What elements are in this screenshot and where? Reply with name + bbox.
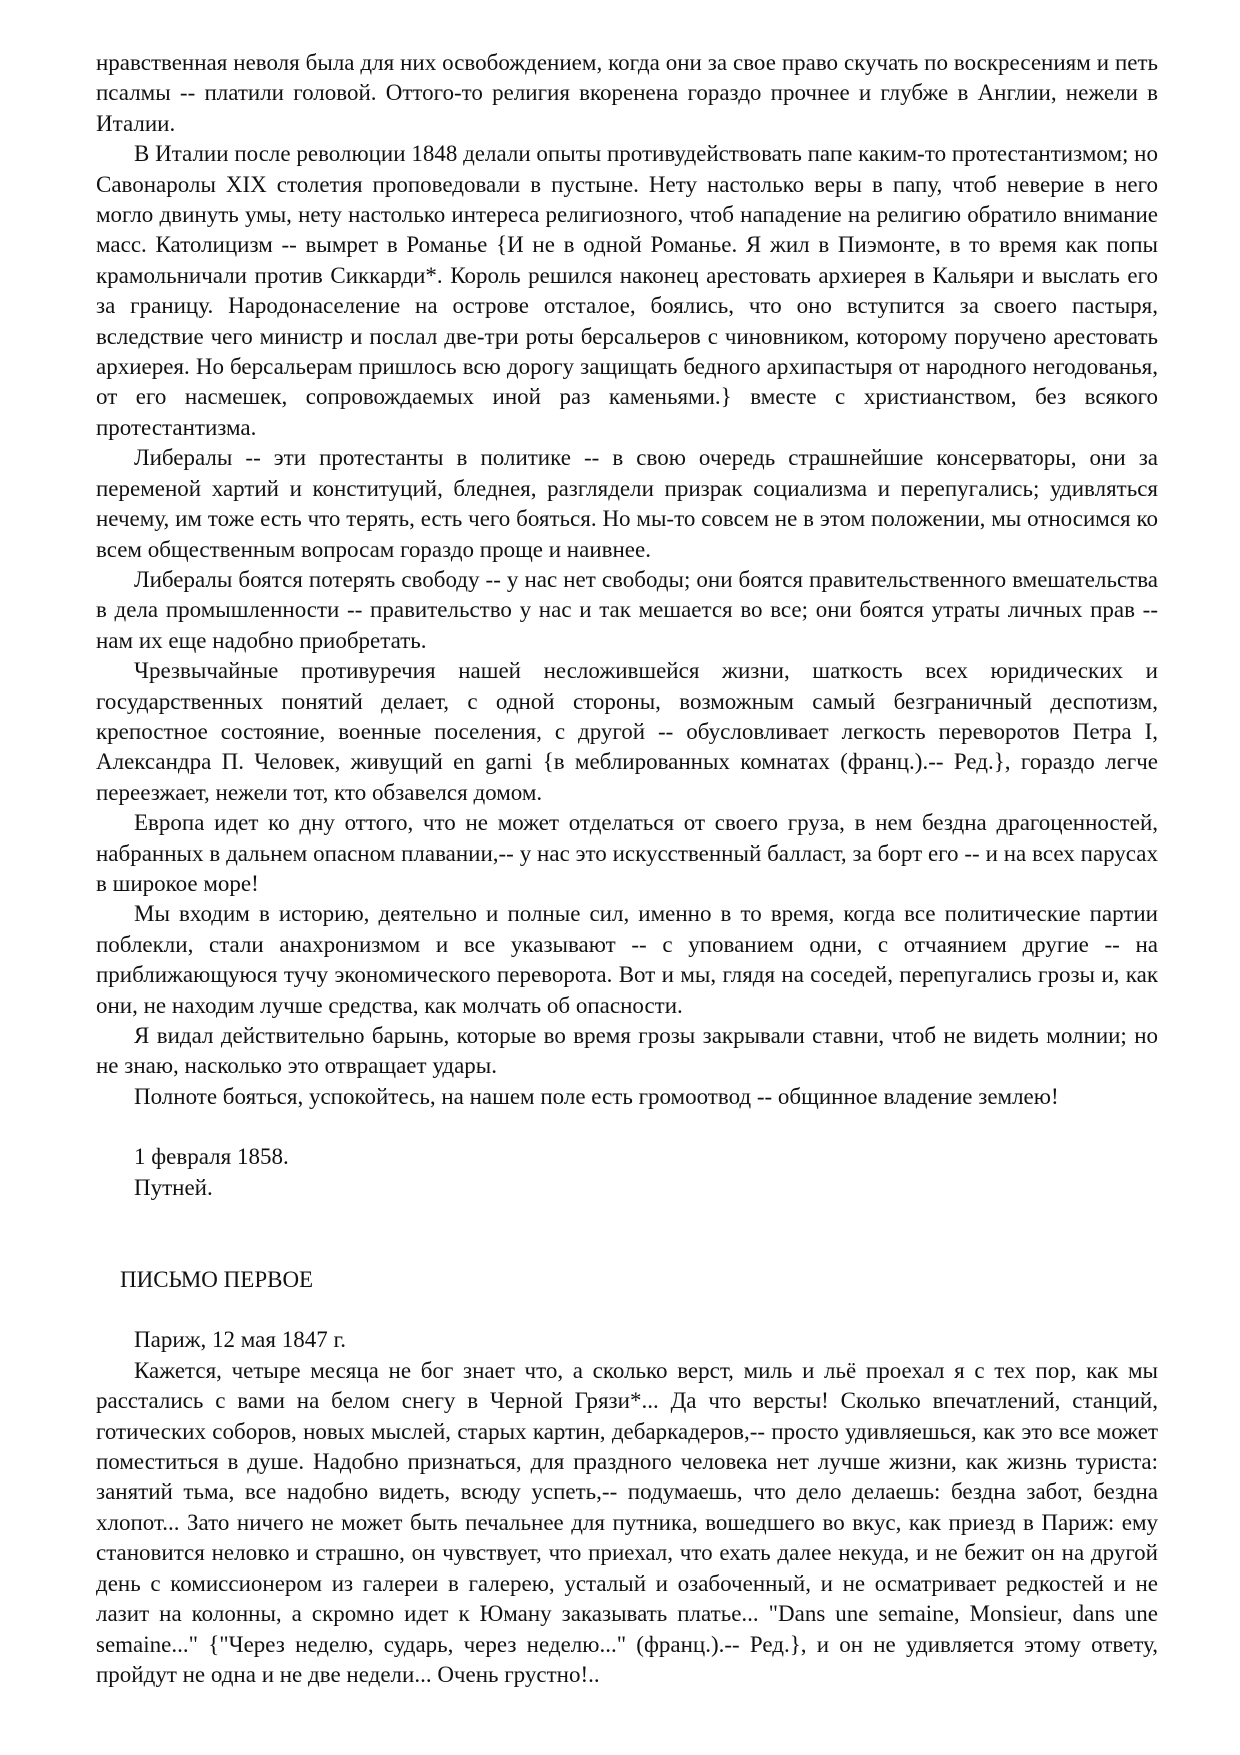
letter-date: Париж, 12 мая 1847 г.	[134, 1327, 347, 1353]
letter-paragraph: Кажется, четыре месяца не бог знает что, а сколько верст, миль и льё проехал я с тех пор, как мы расстались с вами на белом снегу в Черной Грязи*... Да что версты! Сколько впечатлений, станций, готических соборов, новых мыслей, старых картин, дебаркадеров,-- просто удивляешься, как это все может поместиться в душе. Надобно признаться, для праздного человека нет лучше жизни, как жизнь туриста: занятий тьма, все надобно видеть, всюду успеть,-- подумаешь, что дело делаешь: бездна забот, бездна хлопот... Зато ничего не может быть печальнее для путника, вошедшего во вкус, как приезд в Париж: ему становится неловко и страшно, он чувствует, что приехал, что ехать далее некуда, и не бежит он на другой день с комиссионером из галереи в галерею, усталый и озабоченный, и не осматривает редкостей и не лазит на колонны, а скромно идет к Юману заказывать платье... "Dans une semaine, Monsieur, dans une semaine..." {"Через неделю, сударь, через неделю..." (франц.).-- Ред.}, и он не удивляется этому ответу, пройдут не одна и не две недели... Очень грустно!..	[96, 1357, 1158, 1687]
paragraph-liberals-freedom: Либералы боятся потерять свободу -- у нас нет свободы; они боятся правительственного вмешательства в дела промышленности -- правительство у нас и так мешается во все; они боятся утраты личных прав -- нам их еще надобно приобретать.	[96, 566, 1158, 653]
place-line: Путней.	[134, 1174, 213, 1200]
paragraph-liberals-protestants: Либералы -- эти протестанты в политике -- в свою очередь страшнейшие консерваторы, они за переменой хартий и конституций, бледнея, разглядели призрак социализма и перепугались; удивляться нечему, им тоже есть что терять, есть чего бояться. Но мы-то совсем не в этом положении, мы относимся ко всем общественным вопросам гораздо проще и наивнее.	[96, 445, 1158, 562]
spacer	[96, 1112, 1158, 1142]
paragraph-italy: В Италии после революции 1848 делали опыты противудействовать папе каким-то протестантизмом; но Савонаролы XIX столетия проповедовали в пустыне. Нету настолько веры в папу, чтоб неверие в него могло двинуть умы, нету настолько интереса религиозного, чтоб нападение на религию обратило внимание масс. Католицизм -- вымрет в Романье {И не в одной Романье. Я жил в Пиэмонте, в то время как попы крамольничали против Сиккарди*. Король решился наконец арестовать архиерея в Кальяри и выслать его за границу. Народонаселение на острове отсталое, боялись, что оно вступится за своего пастыря, вследствие чего министр и послал две-три роты берсальеров с чиновником, которому поручено арестовать архиерея. Но берсальерам пришлось всю дорогу защищать бедного архипастыря от народного негодованья, от его насмешек, сопровождаемых иной раз каменьями.} вместе с христианством, без всякого протестантизма.	[96, 141, 1158, 440]
paragraph-europe: Европа идет ко дну оттого, что не может отделаться от своего груза, в нем бездна драгоценностей, набранных в дальнем опасном плавании,-- у нас это искусственный балласт, за борт его -- и на всех парусах в широкое море!	[96, 810, 1158, 896]
paragraph-history: Мы входим в историю, деятельно и полные сил, именно в то время, когда все политические партии поблекли, стали анахронизмом и все указывают -- с упованием одни, с отчаянием другие -- на приближающуюся тучу экономического переворота. Вот и мы, глядя на соседей, перепугались грозы и, как они, не находим лучше средства, как молчать об опасности.	[96, 901, 1158, 1018]
paragraph-lightning-rod: Полноте бояться, успокойтесь, на нашем поле есть громоотвод -- общинное владение землею!	[134, 1083, 1059, 1109]
paragraph-continuation: нравственная неволя была для них освобождением, когда они за свое право скучать по воскресениям и петь псалмы -- платили головой. Оттого-то религия вкоренена гораздо прочнее и глубже в Англии, нежели в Италии.	[96, 50, 1158, 136]
paragraph-storm: Я видал действительно барынь, которые во время грозы закрывали ставни, чтоб не видеть молнии; но не знаю, насколько это отвращает удары.	[96, 1023, 1158, 1079]
spacer	[96, 1295, 1158, 1325]
letter-heading: ПИСЬМО ПЕРВОЕ	[120, 1267, 314, 1293]
document-page	[96, 48, 1158, 1690]
paragraph-contradictions: Чрезвычайные противуречия нашей несложившейся жизни, шаткость всех юридических и государственных понятий делает, с одной стороны, возможным самый безграничный деспотизм, крепостное состояние, военные поселения, с другой -- обусловливает легкость переворотов Петра I, Александра П. Человек, живущий en garni {в меблированных комнатах (франц.).-- Ред.}, гораздо легче переезжает, нежели тот, кто обзавелся домом.	[96, 658, 1158, 805]
date-line: 1 февраля 1858.	[134, 1144, 289, 1170]
spacer	[96, 1203, 1158, 1265]
